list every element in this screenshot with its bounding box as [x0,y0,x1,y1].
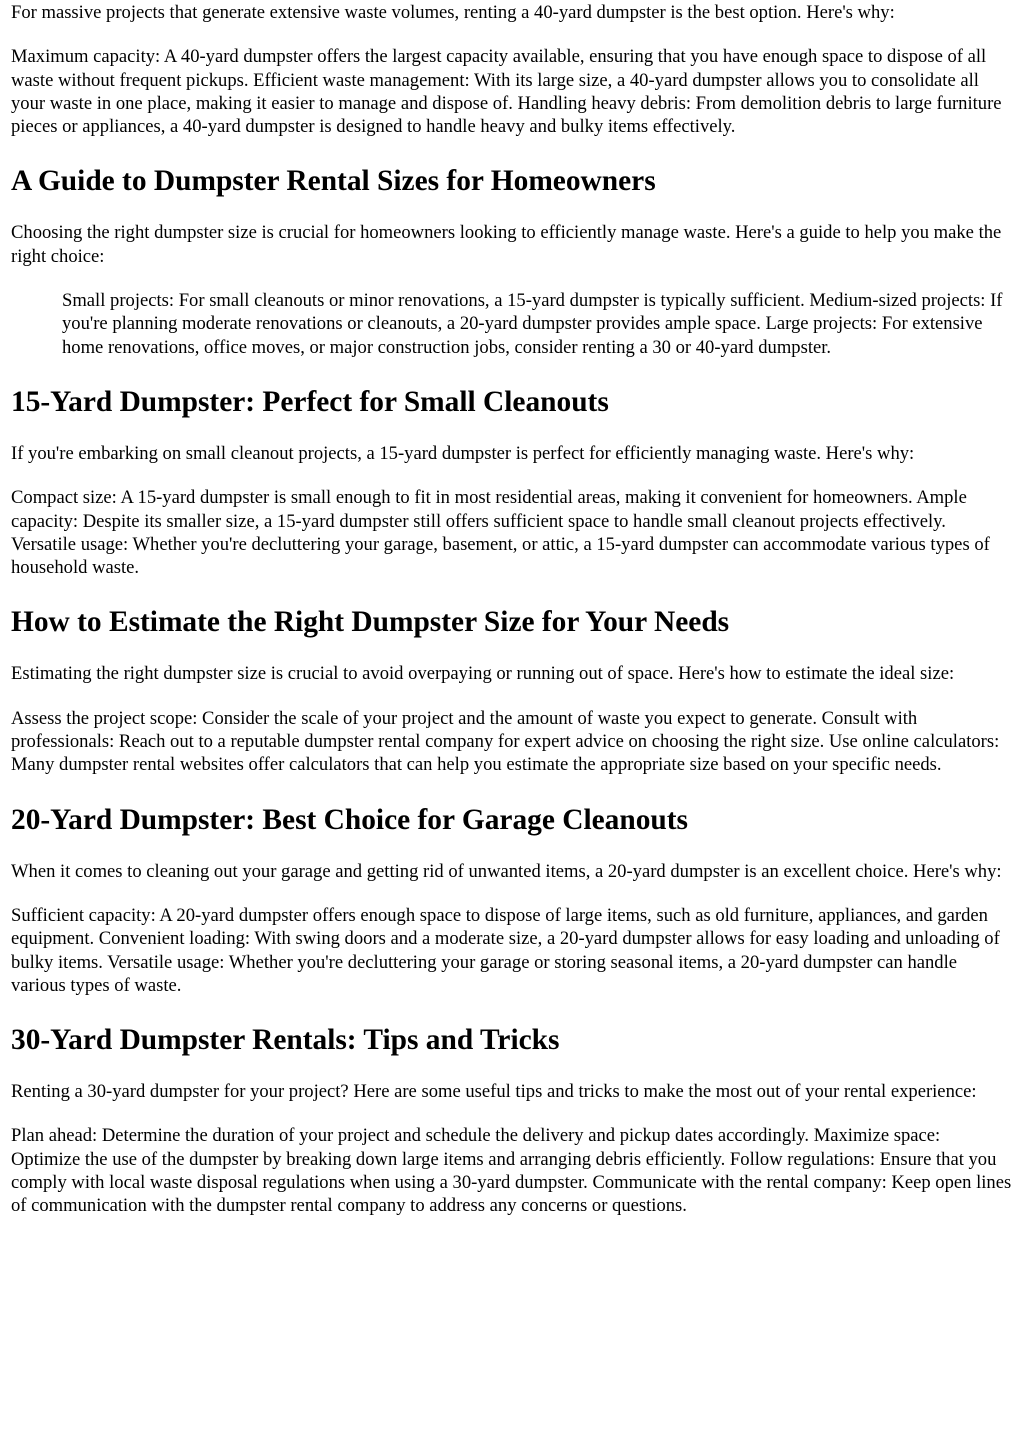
section-body-15-yard: Compact size: A 15-yard dumpster is small enough to fit in most residential areas, making it convenient for homeowners. Ample capacity: Despite its smaller size, a 15-yard dumpster still offers sufficient space to handle small cleanout projects effectively. Versatile usage: Whether you're decluttering your garage, basement, or attic, a 15-yard dumpster can accommodate various types of household waste. [11,487,990,579]
intro-body-paragraph: Maximum capacity: A 40-yard dumpster offers the largest capacity available, ensuring that you have enough space to dispose of all waste without frequent pickups. Efficient waste management: With its large size, a 40-yard dumpster allows you to consolidate all your waste in one place, making it easier to manage and dispose of. Handling heavy debris: From demolition debris to large furniture pieces or appliances, a 40-yard dumpster is designed to handle heavy and bulky items effectively. [11,46,1002,138]
section-lead-15-yard: If you're embarking on small cleanout projects, a 15-yard dumpster is perfect for efficiently managing waste. Here's why: [11,442,915,464]
section-heading-estimate-size: How to Estimate the Right Dumpster Size for Your Needs [11,606,730,639]
intro-lead-paragraph: For massive projects that generate extensive waste volumes, renting a 40-yard dumpster is the best option. Here's why: [11,2,895,23]
section-lead-size-guide: Choosing the right dumpster size is crucial for homeowners looking to efficiently manage waste. Here's a guide to help you make the right choice: [11,222,1002,267]
section-lead-estimate-size: Estimating the right dumpster size is crucial to avoid overpaying or running out of space. Here's how to estimate the ideal size: [11,663,955,685]
section-body-30-yard: Plan ahead: Determine the duration of your project and schedule the delivery and pickup dates accordingly. Maximize space: Optimize the use of the dumpster by breaking down large items and arranging debris efficiently. Follow regulations: Ensure that you comply with local waste disposal regulations when using a 30-yard dumpster. Communicate with the rental company: Keep open lines of communication with the dumpster rental company to address any concerns or questions. [11,1125,1012,1217]
size-guide-blockquote-text: Small projects: For small cleanouts or minor renovations, a 15-yard dumpster is typically sufficient. Medium-sized projects: If you're planning moderate renovations or cleanouts, a 20-yard dumpster provides ample space. Large projects: For extensive home renovations, office moves, or major construction jobs, consider renting a 30 or 40-yard dumpster. [62,290,1003,358]
section-body-estimate-size: Assess the project scope: Consider the scale of your project and the amount of waste you expect to generate. Consult with professionals: Reach out to a reputable dumpster rental company for expert advice on choosing the right size. Use online calculators: Many dumpster rental websites offer calculators that can help you estimate the appropriate size based on your specific needs. [11,707,1000,776]
section-body-20-yard: Sufficient capacity: A 20-yard dumpster offers enough space to dispose of large items, such as old furniture, appliances, and garden equipment. Convenient loading: With swing doors and a moderate size, a 20-yard dumpster allows for easy loading and unloading of bulky items. Versatile usage: Whether you're decluttering your garage or storing seasonal items, a 20-yard dumpster can handle various types of waste. [11,904,1000,996]
article [11,1,1013,1218]
section-heading-30-yard: 30-Yard Dumpster Rentals: Tips and Tricks [11,1024,560,1057]
section-heading-size-guide: A Guide to Dumpster Rental Sizes for Homeowners [11,165,656,198]
section-heading-15-yard: 15-Yard Dumpster: Perfect for Small Cleanouts [11,385,609,418]
section-lead-20-yard: When it comes to cleaning out your garage and getting rid of unwanted items, a 20-yard dumpster is an excellent choice. Here's why: [11,860,1002,882]
section-heading-20-yard: 20-Yard Dumpster: Best Choice for Garage Cleanouts [11,803,688,836]
section-lead-30-yard: Renting a 30-yard dumpster for your project? Here are some useful tips and tricks to make the most out of your rental experience: [11,1081,977,1103]
size-guide-blockquote [62,289,1013,359]
